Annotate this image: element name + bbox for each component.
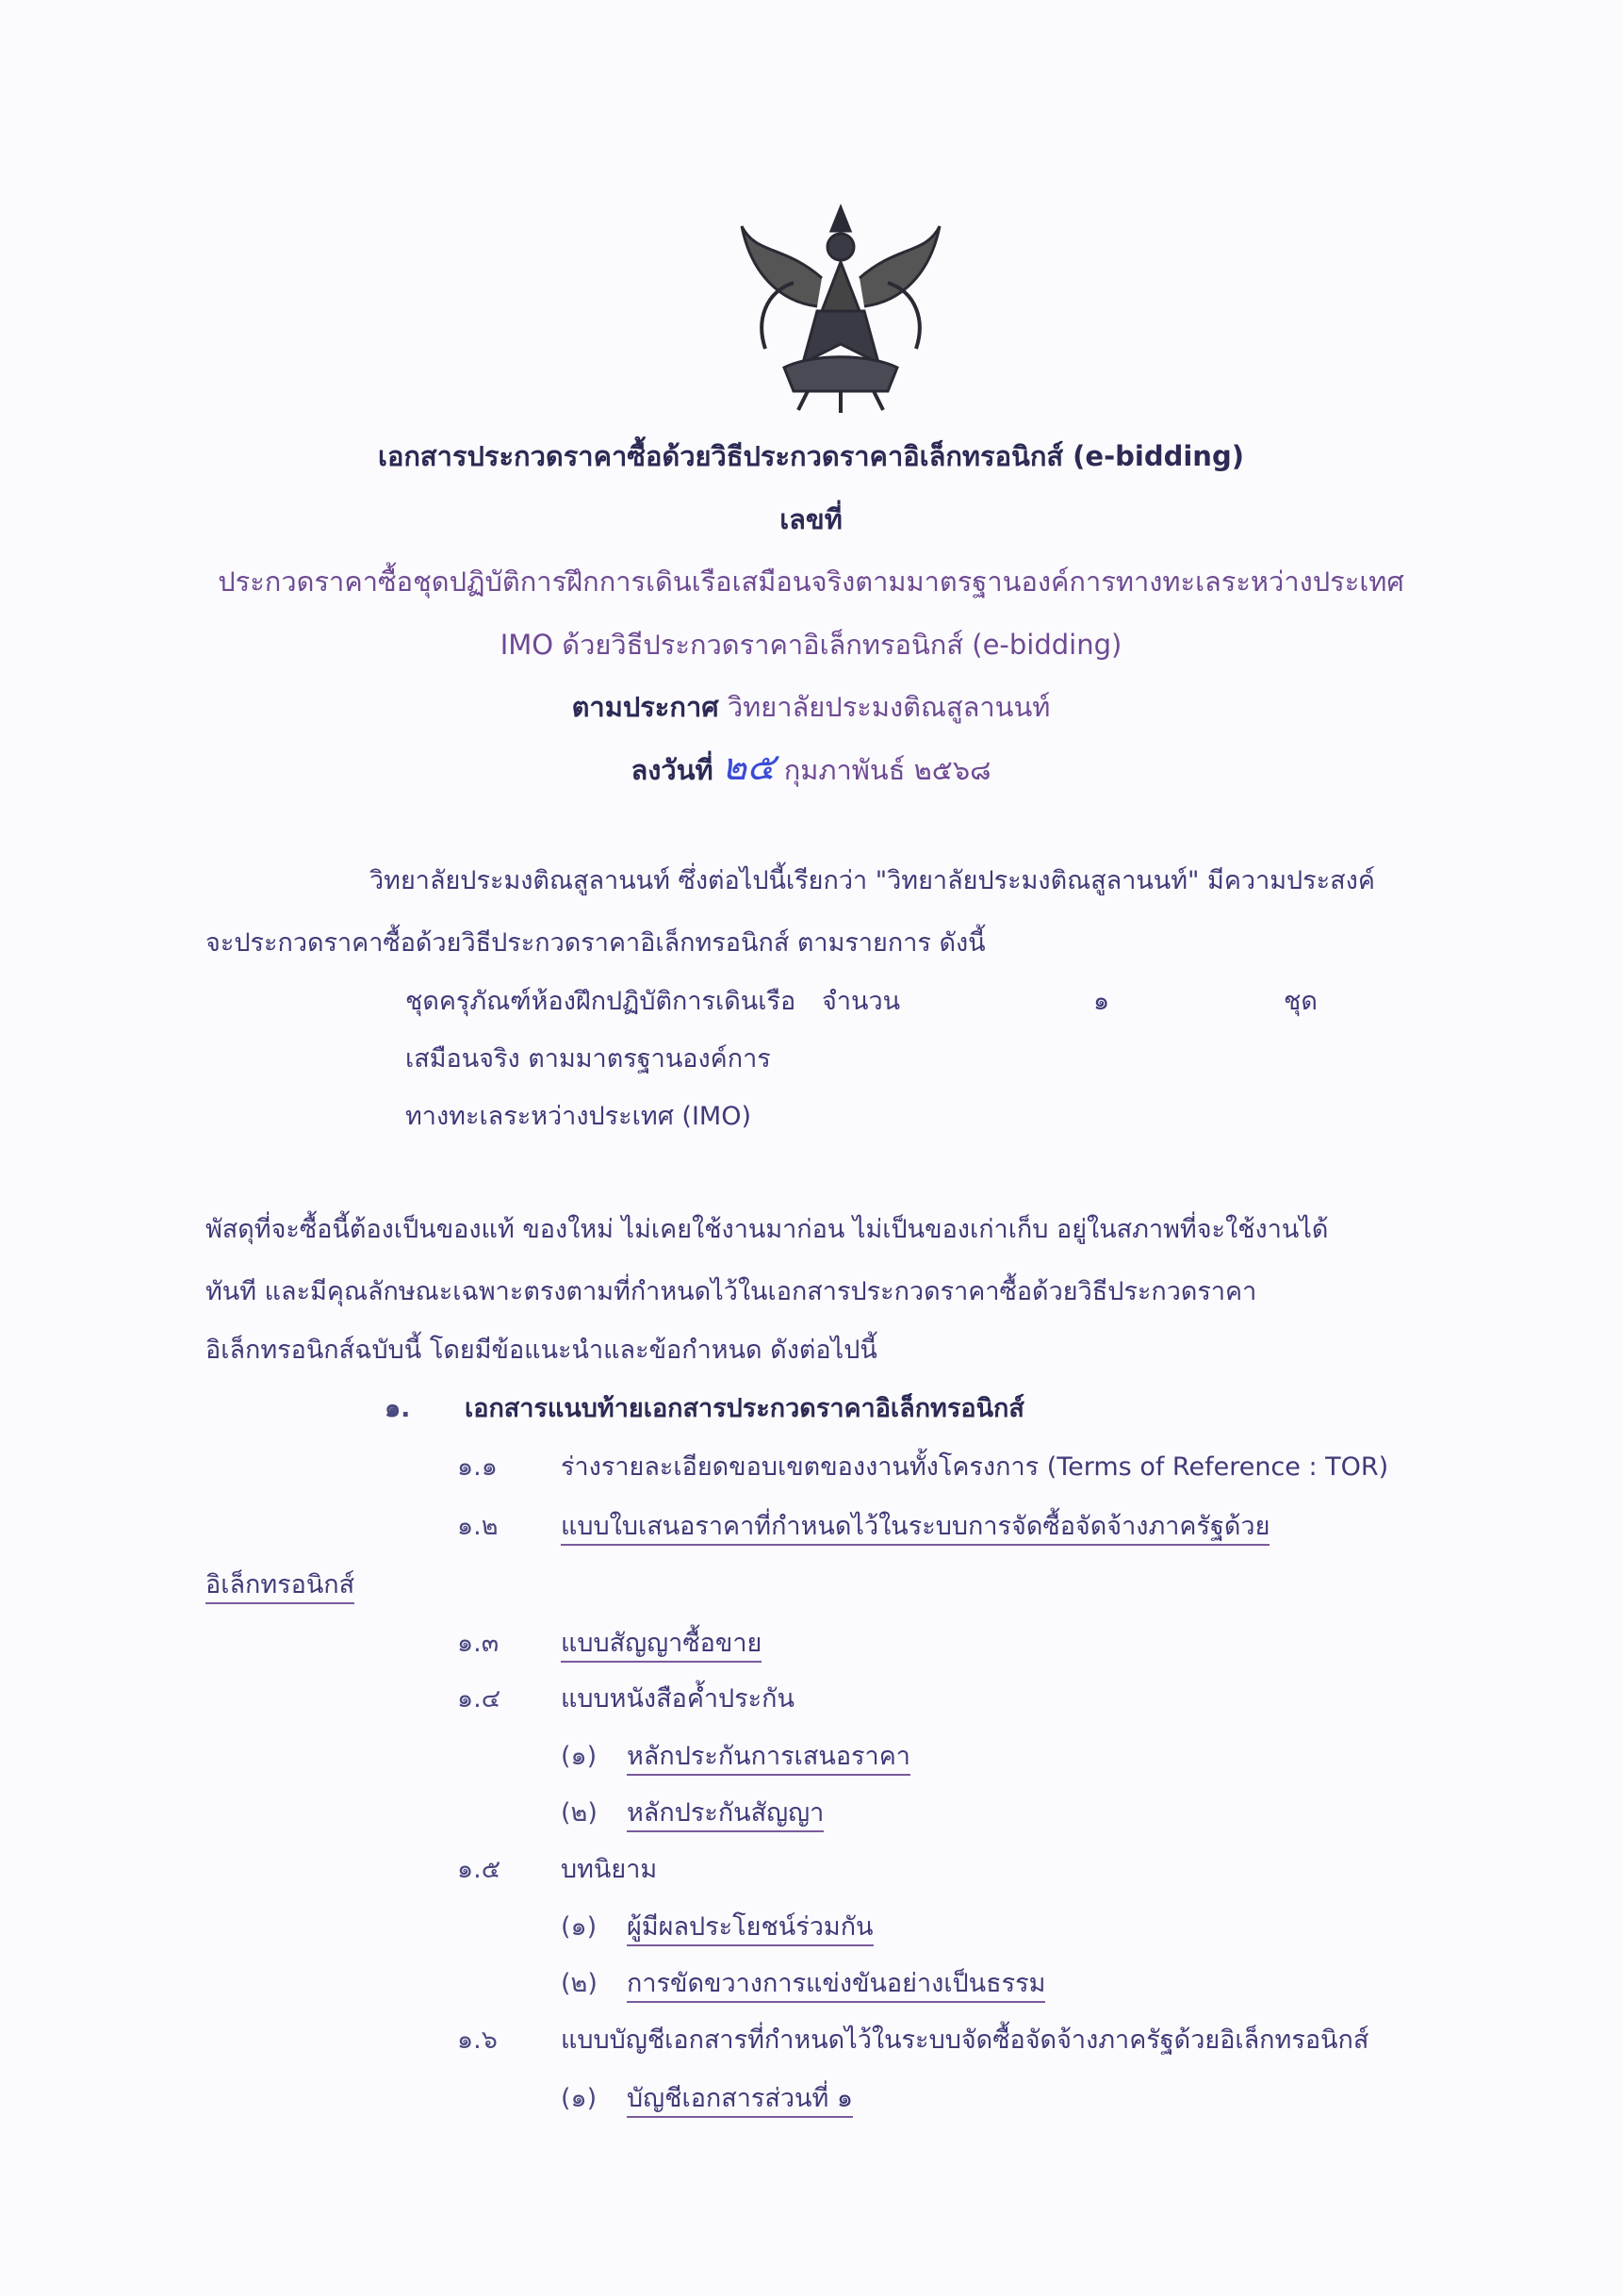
sub-item-text: บัญชีเอกสารส่วนที่ ๑ (627, 2084, 853, 2118)
document-number-label: เลขที่ (779, 503, 843, 535)
section-1-heading (385, 1390, 1024, 1428)
list-item-1-3 (457, 1625, 762, 1663)
list-item-1-2-continued (205, 1566, 354, 1604)
date-prefix: ลงวันที่ (631, 754, 713, 786)
item-number: ๑.๕ (457, 1855, 501, 1884)
announcement-org: วิทยาลัยประมงติณสูลานนท์ (727, 691, 1051, 723)
list-item-1-2 (457, 1508, 1270, 1546)
list-item-1-6 (457, 2022, 1368, 2059)
item-number: ๑.๖ (457, 2025, 498, 2055)
section-1-number: ๑. (385, 1394, 411, 1423)
item-qty: ๑ (1093, 987, 1110, 1016)
procurement-title-line-2: IMO ด้วยวิธีประกวดราคาอิเล็กทรอนิกส์ (e-bidding) (500, 629, 1122, 661)
intro-line-1: วิทยาลัยประมงติณสูลานนท์ ซึ่งต่อไปนี้เรียกว่า "วิทยาลัยประมงติณสูลานนท์" มีความประสงค์ (369, 866, 1375, 895)
sub-item-number: (๒) (561, 1798, 598, 1828)
list-item-1-5 (457, 1851, 657, 1889)
item-text: บทนิยาม (561, 1855, 658, 1884)
sub-item-1-4-1 (561, 1738, 910, 1776)
item-name-line-2: เสมือนจริง ตามมาตรฐานองค์การ (405, 1044, 771, 1074)
sub-item-1-6-1 (561, 2080, 853, 2118)
item-number: ๑.๑ (457, 1452, 498, 1482)
para-line-1: พัสดุที่จะซื้อนี้ต้องเป็นของแท้ ของใหม่ ไม่เคยใช้งานมาก่อน ไม่เป็นของเก่าเก็บ อยู่ในสภาพที่จะใช้งานได้ (205, 1215, 1329, 1244)
item-number: ๑.๔ (457, 1684, 501, 1714)
date-month-year: กุมภาพันธ์ ๒๕๖๘ (783, 754, 991, 786)
item-number: ๑.๒ (457, 1512, 499, 1541)
item-name-line-1: ชุดครุภัณฑ์ห้องฝึกปฏิบัติการเดินเรือ (405, 987, 796, 1016)
sub-item-text: หลักประกันสัญญา (627, 1798, 824, 1832)
announcement-prefix: ตามประกาศ (571, 691, 719, 723)
handwritten-day: ๒๕ (721, 746, 776, 789)
item-text: แบบบัญชีเอกสารที่กำหนดไว้ในระบบจัดซื้อจัดจ้างภาครัฐด้วยอิเล็กทรอนิกส์ (561, 2025, 1369, 2055)
item-text: แบบหนังสือค้ำประกัน (561, 1684, 795, 1714)
item-number: ๑.๓ (457, 1629, 500, 1658)
sub-item-text: หลักประกันการเสนอราคา (627, 1742, 910, 1776)
date-line (0, 746, 1622, 791)
item-name-line-3: ทางทะเลระหว่างประเทศ (IMO) (405, 1102, 751, 1131)
sub-item-text: การขัดขวางการแข่งขันอย่างเป็นธรรม (627, 1969, 1045, 2003)
para-line-2: ทันที และมีคุณลักษณะเฉพาะตรงตามที่กำหนดไว้ในเอกสารประกวดราคาซื้อด้วยวิธีประกวดราคา (205, 1277, 1257, 1306)
sub-item-number: (๑) (561, 1742, 598, 1771)
document-title (0, 435, 1622, 477)
intro-line-2: จะประกวดราคาซื้อด้วยวิธีประกวดราคาอิเล็กทรอนิกส์ ตามรายการ ดังนี้ (205, 928, 986, 958)
sub-item-number: (๑) (561, 2084, 598, 2113)
list-item-1-1 (457, 1449, 1388, 1486)
item-text-continued: อิเล็กทรอนิกส์ (205, 1570, 354, 1604)
item-text: ร่างรายละเอียดขอบเขตของงานทั้งโครงการ (Terms of Reference : TOR) (561, 1452, 1389, 1482)
sub-item-number: (๒) (561, 1969, 598, 1998)
para-line-3: อิเล็กทรอนิกส์ฉบับนี้ โดยมีข้อแนะนำและข้อกำหนด ดังต่อไปนี้ (205, 1336, 877, 1365)
sub-item-text: ผู้มีผลประโยชน์ร่วมกัน (627, 1912, 874, 1946)
item-unit: ชุด (1284, 987, 1318, 1016)
item-text: แบบสัญญาซื้อขาย (561, 1629, 762, 1663)
list-item-1-4 (457, 1681, 795, 1718)
item-qty-label: จำนวน (822, 987, 901, 1016)
procurement-title-line: ประกวดราคาซื้อชุดปฏิบัติการฝึกการเดินเรือเสมือนจริงตามมาตรฐานองค์การทางทะเลระหว่างประเทศ (218, 566, 1404, 598)
announcement-line (0, 686, 1622, 728)
item-text: แบบใบเสนอราคาที่กำหนดไว้ในระบบการจัดซื้อจัดจ้างภาครัฐด้วย (561, 1512, 1270, 1546)
garuda-emblem-icon (728, 189, 954, 415)
sub-item-1-4-2 (561, 1795, 824, 1832)
sub-item-1-5-1 (561, 1909, 874, 1946)
title-line-1: เอกสารประกวดราคาซื้อด้วยวิธีประกวดราคาอิเล็กทรอนิกส์ (e-bidding) (378, 440, 1244, 472)
section-1-title: เอกสารแนบท้ายเอกสารประกวดราคาอิเล็กทรอนิกส์ (465, 1394, 1024, 1423)
sub-item-1-5-2 (561, 1965, 1045, 2003)
sub-item-number: (๑) (561, 1912, 598, 1942)
